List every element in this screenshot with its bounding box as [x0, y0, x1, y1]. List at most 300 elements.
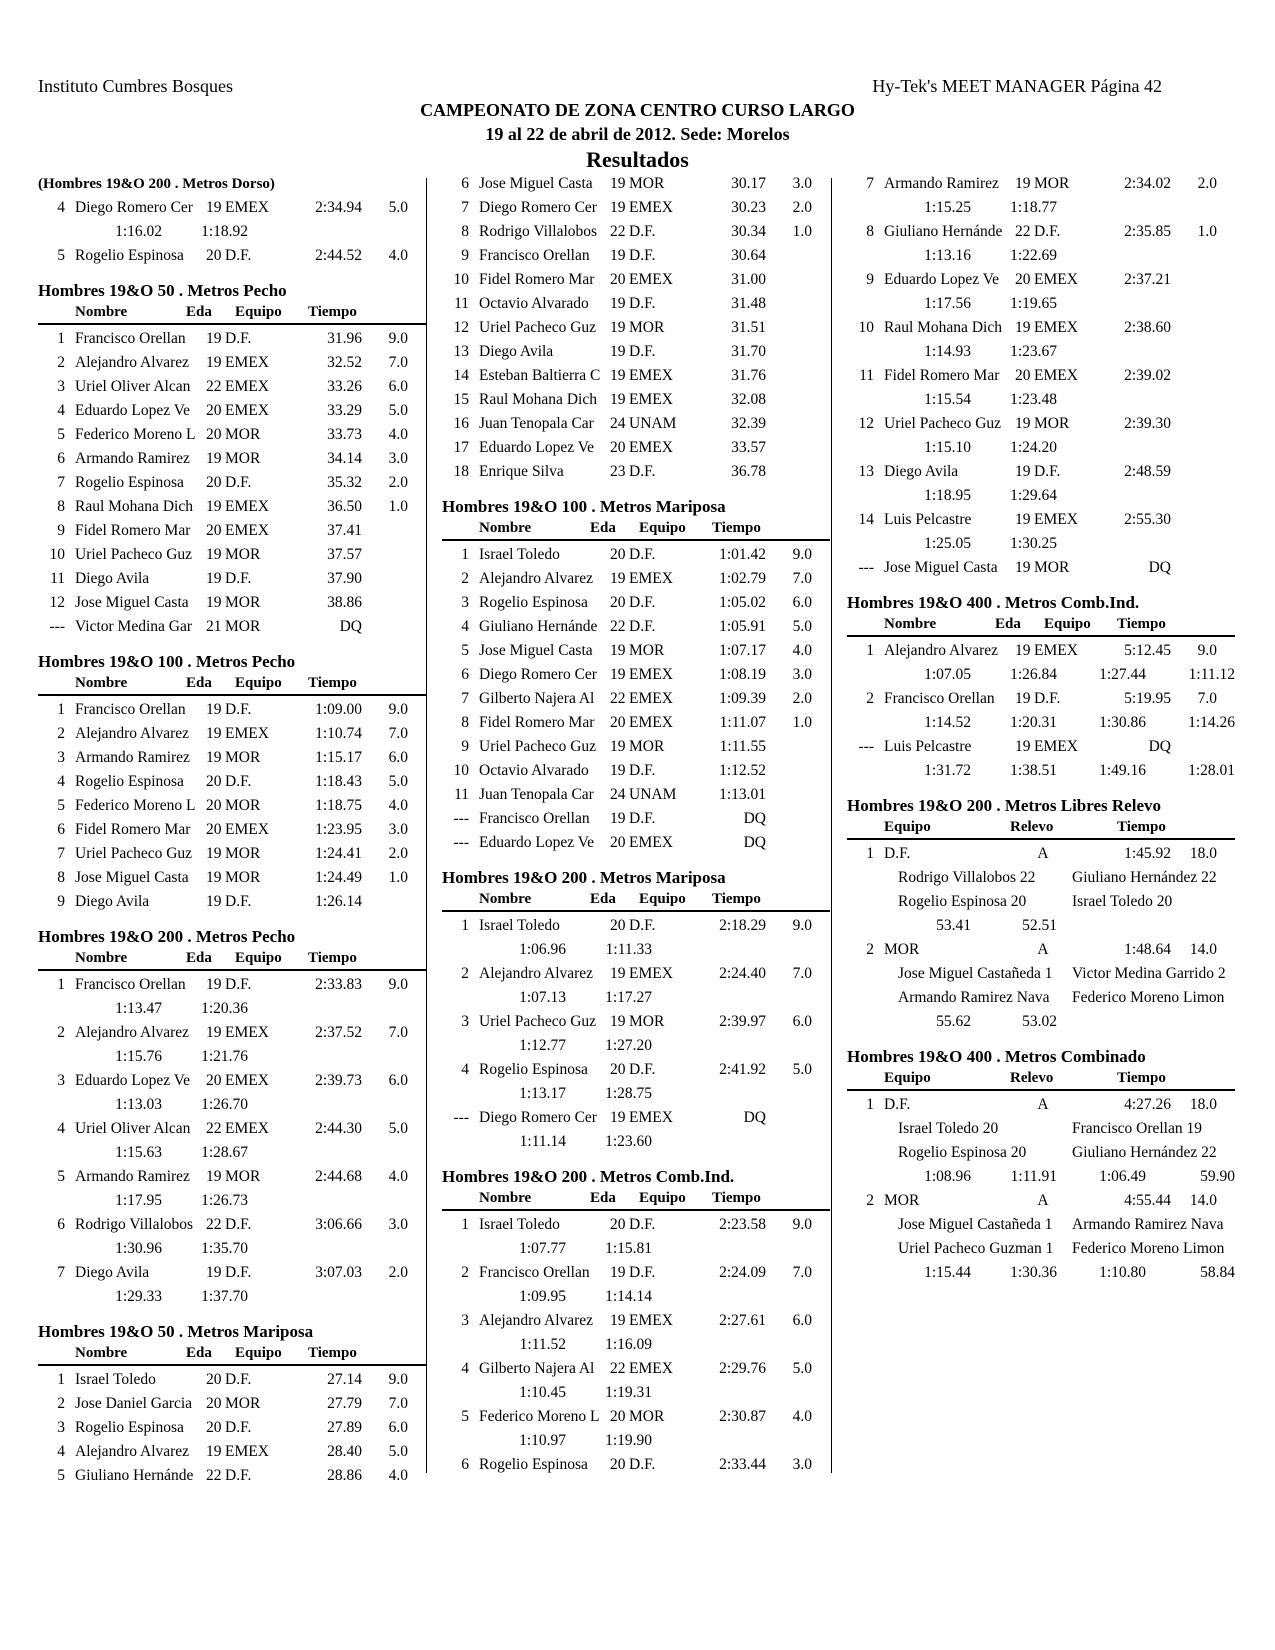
team: D.F.	[629, 463, 656, 480]
split-times-row	[38, 1141, 426, 1165]
split-times-row	[847, 244, 1235, 268]
relay-members-row	[847, 1141, 1235, 1165]
header-name: Nombre	[884, 616, 937, 632]
age: 20	[206, 402, 222, 419]
result-row	[442, 340, 830, 364]
place: 7	[461, 690, 469, 707]
age: 19	[610, 965, 626, 982]
swimmer-name: Gilberto Najera Al	[479, 1360, 595, 1377]
team: EMEX	[629, 834, 673, 851]
relay-swimmer: Federico Moreno Limon	[1072, 1240, 1225, 1257]
split-time: 1:06.49	[1099, 1168, 1146, 1185]
result-row	[38, 1261, 426, 1285]
result-row	[38, 447, 426, 471]
split-time: 1:30.36	[1010, 1264, 1057, 1281]
team: D.F.	[629, 247, 656, 264]
time: 36.78	[731, 463, 766, 480]
time: 34.14	[327, 450, 362, 467]
points: 9.0	[388, 976, 408, 993]
time: 1:15.17	[315, 749, 362, 766]
swimmer-name: Raul Mohana Dich	[884, 319, 1002, 336]
swimmer-name: Rodrigo Villalobos	[75, 1216, 194, 1233]
place: 10	[49, 546, 65, 563]
split-time: 1:49.16	[1099, 762, 1146, 779]
swimmer-name: Gilberto Najera Al	[479, 690, 595, 707]
team: D.F.	[884, 845, 911, 862]
place: 3	[57, 749, 65, 766]
team: D.F.	[225, 1264, 252, 1281]
age: 19	[1015, 463, 1031, 480]
place: 12	[858, 415, 874, 432]
split-times-row	[442, 1130, 830, 1154]
points: 6.0	[792, 1312, 812, 1329]
points: 1.0	[1197, 223, 1217, 240]
time: 1:23.95	[315, 821, 362, 838]
time: 1:09.00	[315, 701, 362, 718]
split-time: 1:28.01	[1188, 762, 1235, 779]
time: 3:07.03	[315, 1264, 362, 1281]
team: D.F.	[225, 1371, 252, 1388]
swimmer-name: Diego Avila	[884, 463, 959, 480]
result-row	[38, 1165, 426, 1189]
split-times-row	[38, 1285, 426, 1309]
time: 2:44.52	[315, 247, 362, 264]
age: 20	[206, 1371, 222, 1388]
age: 19	[610, 391, 626, 408]
points: 5.0	[792, 618, 812, 635]
header-age: Eda	[590, 520, 616, 536]
age: 23	[610, 463, 626, 480]
split-time: 1:14.14	[605, 1288, 652, 1305]
result-row	[847, 460, 1235, 484]
age: 19	[206, 1443, 222, 1460]
place: 9	[461, 738, 469, 755]
swimmer-name: Jose Miguel Casta	[884, 559, 998, 576]
time: 2:35.85	[1124, 223, 1171, 240]
age: 19	[610, 247, 626, 264]
swimmer-name: Uriel Pacheco Guz	[479, 319, 597, 336]
results-column-1	[38, 172, 426, 1488]
age: 19	[206, 725, 222, 742]
time: 1:18.75	[315, 797, 362, 814]
time: 1:11.07	[719, 714, 766, 731]
team: MOR	[629, 642, 665, 659]
time: 33.26	[327, 378, 362, 395]
age: 20	[610, 271, 626, 288]
points: 5.0	[388, 199, 408, 216]
header-time: Tiempo	[308, 950, 357, 966]
swimmer-name: Uriel Pacheco Guz	[479, 1013, 597, 1030]
split-time: 1:08.96	[924, 1168, 971, 1185]
software-page-label: Hy-Tek's MEET MANAGER Página 42	[872, 76, 1162, 96]
split-time: 1:17.56	[924, 295, 971, 312]
split-times-row	[38, 1045, 426, 1069]
swimmer-name: Federico Moreno L	[75, 426, 196, 443]
age: 19	[610, 199, 626, 216]
swimmer-name: Giuliano Hernánde	[479, 618, 598, 635]
points: 7.0	[388, 1024, 408, 1041]
split-time: 1:13.16	[924, 247, 971, 264]
points: 3.0	[388, 1216, 408, 1233]
split-time: 1:21.76	[201, 1048, 248, 1065]
split-time: 1:15.25	[924, 199, 971, 216]
age: 19	[610, 343, 626, 360]
result-row	[442, 567, 830, 591]
meet-dates-venue: 19 al 22 de abril de 2012. Sede: Morelos	[485, 124, 790, 144]
header-name: Nombre	[479, 520, 532, 536]
header-relay: Relevo	[1010, 1070, 1054, 1086]
team: EMEX	[629, 391, 673, 408]
age: 21	[206, 618, 222, 635]
time: 31.48	[731, 295, 766, 312]
age: 22	[610, 1360, 626, 1377]
split-times-row	[847, 532, 1235, 556]
age: 19	[610, 367, 626, 384]
header-team: Equipo	[639, 1190, 686, 1206]
place: 8	[57, 498, 65, 515]
time: 2:18.29	[719, 917, 766, 934]
split-time: 1:13.47	[115, 1000, 162, 1017]
team: MOR	[225, 426, 261, 443]
team: D.F.	[629, 295, 656, 312]
points: 4.0	[388, 247, 408, 264]
age: 20	[610, 834, 626, 851]
split-time: 1:38.51	[1010, 762, 1057, 779]
time: 32.08	[731, 391, 766, 408]
time: 32.52	[327, 354, 362, 371]
event-title: Hombres 19&O 400 . Metros Comb.Ind.	[847, 593, 1140, 612]
split-time: 1:28.67	[201, 1144, 248, 1161]
team: MOR	[225, 450, 261, 467]
split-times-row	[847, 436, 1235, 460]
relay-swimmer: Jose Miguel Castañeda 1	[898, 965, 1053, 982]
points: 18.0	[1189, 1096, 1217, 1113]
result-row	[442, 639, 830, 663]
points: 3.0	[792, 1456, 812, 1473]
split-time: 1:10.45	[519, 1384, 566, 1401]
place: 1	[57, 1371, 65, 1388]
result-row	[442, 914, 830, 938]
age: 22	[206, 1216, 222, 1233]
time: 30.34	[731, 223, 766, 240]
place: 1	[57, 976, 65, 993]
relay-letter: A	[1037, 1096, 1049, 1113]
swimmer-name: Francisco Orellan	[479, 247, 590, 264]
swimmer-name: Esteban Baltierra C	[479, 367, 601, 384]
swimmer-name: Eduardo Lopez Ve	[884, 271, 1000, 288]
swimmer-name: Francisco Orellan	[884, 690, 995, 707]
split-time: 1:15.63	[115, 1144, 162, 1161]
result-row	[847, 412, 1235, 436]
relay-letter: A	[1037, 1192, 1049, 1209]
swimmer-name: Jose Miguel Casta	[479, 175, 593, 192]
split-times-row	[442, 1285, 830, 1309]
place: 6	[461, 666, 469, 683]
place: 13	[453, 343, 469, 360]
place: 16	[453, 415, 469, 432]
result-row	[38, 1021, 426, 1045]
split-time: 1:16.09	[605, 1336, 652, 1353]
place: 2	[866, 941, 874, 958]
split-time: 53.02	[1022, 1013, 1057, 1030]
header-time: Tiempo	[712, 891, 761, 907]
result-row	[442, 412, 830, 436]
place: 3	[461, 594, 469, 611]
place: 11	[454, 786, 469, 803]
swimmer-name: Rogelio Espinosa	[75, 773, 184, 790]
place: ---	[858, 738, 874, 755]
split-times-row	[847, 340, 1235, 364]
points: 1.0	[792, 714, 812, 731]
place: 8	[866, 223, 874, 240]
time: 38.86	[327, 594, 362, 611]
age: 19	[610, 1013, 626, 1030]
time: 2:37.52	[315, 1024, 362, 1041]
result-row	[38, 244, 426, 268]
swimmer-name: Jose Miguel Casta	[75, 594, 189, 611]
place: 4	[57, 1120, 65, 1137]
team: EMEX	[225, 498, 269, 515]
split-time: 1:20.31	[1010, 714, 1057, 731]
team: EMEX	[225, 1072, 269, 1089]
split-times-row	[442, 938, 830, 962]
relay-members-row	[847, 866, 1235, 890]
split-time: 1:25.05	[924, 535, 971, 552]
header-age: Eda	[186, 950, 212, 966]
result-row	[442, 1010, 830, 1034]
header-name: Nombre	[75, 304, 128, 320]
split-time: 1:28.75	[605, 1085, 652, 1102]
swimmer-name: Armando Ramirez	[75, 1168, 190, 1185]
swimmer-name: Raul Mohana Dich	[479, 391, 597, 408]
split-time: 53.41	[936, 917, 971, 934]
age: 22	[1015, 223, 1031, 240]
team: MOR	[225, 869, 261, 886]
relay-swimmer: Armando Ramirez Nava	[898, 989, 1050, 1006]
age: 19	[610, 1109, 626, 1126]
event-title: Hombres 19&O 100 . Metros Mariposa	[442, 497, 726, 516]
header-time: Tiempo	[712, 1190, 761, 1206]
points: 4.0	[388, 1168, 408, 1185]
points: 7.0	[792, 1264, 812, 1281]
header-relay: Relevo	[1010, 819, 1054, 835]
swimmer-name: Fidel Romero Mar	[884, 367, 1000, 384]
team: EMEX	[629, 1312, 673, 1329]
age: 20	[610, 1216, 626, 1233]
team: EMEX	[629, 570, 673, 587]
swimmer-name: Enrique Silva	[479, 463, 564, 480]
result-row	[442, 807, 830, 831]
place: 1	[57, 330, 65, 347]
swimmer-name: Jose Miguel Casta	[479, 642, 593, 659]
header-team: Equipo	[1044, 616, 1091, 632]
split-time: 1:14.93	[924, 343, 971, 360]
event-title: Hombres 19&O 200 . Metros Comb.Ind.	[442, 1167, 735, 1186]
points: 5.0	[388, 402, 408, 419]
age: 20	[610, 917, 626, 934]
age: 20	[610, 594, 626, 611]
column-header	[442, 1189, 830, 1211]
relay-result-row	[847, 842, 1235, 866]
header-age: Eda	[995, 616, 1021, 632]
team: D.F.	[884, 1096, 911, 1113]
time: DQ	[1148, 559, 1171, 576]
swimmer-name: Uriel Pacheco Guz	[479, 738, 597, 755]
place: 5	[461, 1408, 469, 1425]
result-row	[38, 375, 426, 399]
points: 5.0	[792, 1360, 812, 1377]
relay-column-header	[847, 1069, 1235, 1091]
swimmer-name: Federico Moreno L	[75, 797, 196, 814]
points: 6.0	[388, 378, 408, 395]
points: 4.0	[388, 797, 408, 814]
age: 19	[206, 749, 222, 766]
age: 19	[610, 738, 626, 755]
swimmer-name: Eduardo Lopez Ve	[479, 834, 595, 851]
team: EMEX	[1034, 271, 1078, 288]
split-times-row	[38, 1093, 426, 1117]
header-name: Nombre	[75, 950, 128, 966]
header-time: Tiempo	[308, 675, 357, 691]
swimmer-name: Armando Ramirez	[75, 450, 190, 467]
team: EMEX	[225, 1120, 269, 1137]
time: 5:19.95	[1124, 690, 1171, 707]
result-row	[442, 663, 830, 687]
swimmer-name: Juan Tenopala Car	[479, 415, 594, 432]
team: MOR	[629, 1408, 665, 1425]
column-header	[38, 303, 426, 325]
split-time: 1:20.36	[201, 1000, 248, 1017]
team: MOR	[1034, 175, 1070, 192]
place: 6	[57, 450, 65, 467]
team: MOR	[225, 845, 261, 862]
age: 19	[610, 762, 626, 779]
team: D.F.	[629, 1456, 656, 1473]
age: 24	[610, 415, 626, 432]
split-time: 1:23.67	[1010, 343, 1057, 360]
result-row	[442, 1453, 830, 1477]
event-title: Hombres 19&O 200 . Metros Libres Relevo	[847, 796, 1161, 815]
swimmer-name: Rodrigo Villalobos	[479, 223, 598, 240]
age: 20	[206, 426, 222, 443]
split-time: 1:29.64	[1010, 487, 1057, 504]
age: 20	[610, 439, 626, 456]
team: EMEX	[629, 271, 673, 288]
split-time: 1:13.17	[519, 1085, 566, 1102]
column-header	[442, 890, 830, 912]
result-row	[847, 639, 1235, 663]
time: 31.70	[731, 343, 766, 360]
result-row	[38, 1464, 426, 1488]
time: 1:24.49	[315, 869, 362, 886]
place: 9	[57, 522, 65, 539]
time: 2:24.09	[719, 1264, 766, 1281]
time: 28.40	[327, 1443, 362, 1460]
place: 10	[453, 271, 469, 288]
team: EMEX	[629, 367, 673, 384]
age: 19	[1015, 319, 1031, 336]
organization-name: Instituto Cumbres Bosques	[38, 76, 234, 96]
points: 7.0	[1197, 690, 1217, 707]
result-row	[442, 591, 830, 615]
column-header	[38, 949, 426, 971]
relay-column-header	[847, 818, 1235, 840]
age: 22	[206, 378, 222, 395]
time: 2:41.92	[719, 1061, 766, 1078]
result-row	[38, 351, 426, 375]
swimmer-name: Diego Romero Cer	[479, 199, 597, 216]
place: 7	[57, 845, 65, 862]
split-time: 1:23.48	[1010, 391, 1057, 408]
relay-members-row	[847, 962, 1235, 986]
swimmer-name: Giuliano Hernánde	[884, 223, 1003, 240]
result-row	[38, 973, 426, 997]
team: D.F.	[225, 701, 252, 718]
team: MOR	[225, 797, 261, 814]
time: 2:55.30	[1124, 511, 1171, 528]
result-row	[442, 783, 830, 807]
points: 2.0	[388, 474, 408, 491]
points: 6.0	[792, 594, 812, 611]
header-time: Tiempo	[1117, 1070, 1166, 1086]
split-time: 1:18.77	[1010, 199, 1057, 216]
time: 1:11.55	[719, 738, 766, 755]
team: MOR	[225, 1168, 261, 1185]
team: EMEX	[1034, 642, 1078, 659]
split-times-row	[847, 1165, 1235, 1189]
relay-members-row	[847, 1117, 1235, 1141]
swimmer-name: Rogelio Espinosa	[479, 1456, 588, 1473]
result-row	[38, 890, 426, 914]
result-row	[38, 196, 426, 220]
team: D.F.	[225, 570, 252, 587]
relay-swimmer: Rogelio Espinosa 20	[898, 893, 1027, 910]
team: D.F.	[629, 1061, 656, 1078]
team: D.F.	[225, 773, 252, 790]
team: MOR	[225, 1395, 261, 1412]
relay-swimmer: Uriel Pacheco Guzman 1	[898, 1240, 1054, 1257]
team: EMEX	[225, 1024, 269, 1041]
swimmer-name: Francisco Orellan	[479, 810, 590, 827]
age: 19	[610, 570, 626, 587]
points: 2.0	[1197, 175, 1217, 192]
time: 4:27.26	[1124, 1096, 1171, 1113]
relay-swimmer: Rogelio Espinosa 20	[898, 1144, 1027, 1161]
team: EMEX	[225, 821, 269, 838]
place: 5	[57, 247, 65, 264]
column-header	[38, 1344, 426, 1366]
result-row	[38, 1368, 426, 1392]
result-row	[38, 1213, 426, 1237]
age: 19	[206, 893, 222, 910]
header-team: Equipo	[235, 950, 282, 966]
age: 19	[610, 175, 626, 192]
place: 14	[858, 511, 874, 528]
time: 2:38.60	[1124, 319, 1171, 336]
split-time: 52.51	[1022, 917, 1057, 934]
swimmer-name: Armando Ramirez	[75, 749, 190, 766]
place: 1	[866, 845, 874, 862]
time: 37.57	[327, 546, 362, 563]
split-times-row	[847, 388, 1235, 412]
split-times-row	[847, 914, 1235, 938]
split-times-row	[442, 1333, 830, 1357]
relay-members-row	[847, 890, 1235, 914]
time: 28.86	[327, 1467, 362, 1484]
result-row	[38, 794, 426, 818]
swimmer-name: Luis Pelcastre	[884, 511, 972, 528]
time: 1:12.52	[719, 762, 766, 779]
